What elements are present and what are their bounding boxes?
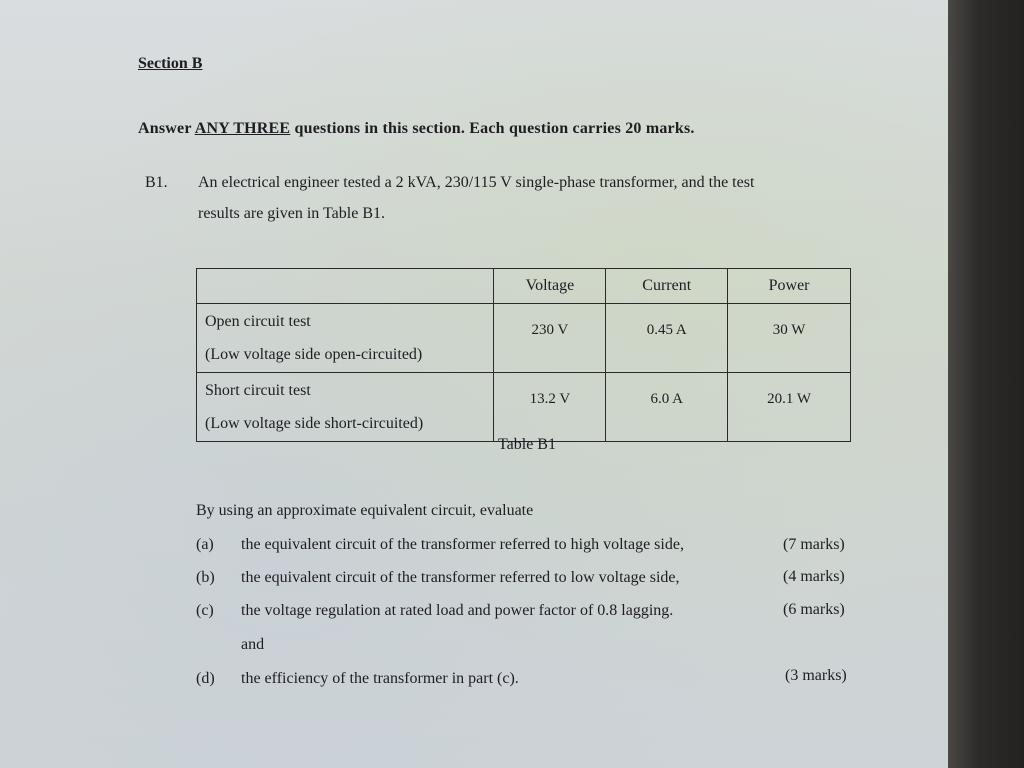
table-row [197,373,851,442]
part-c-text: the voltage regulation at rated load and power factor of 0.8 lagging. [241,602,674,619]
table-header-blank [197,269,494,304]
part-b-marks: (4 marks) [783,568,845,585]
part-c-label: (c) [196,602,214,619]
cell-current: 0.45 A [606,304,728,373]
cell-power: 20.1 W [728,373,851,442]
parts-connector: and [241,636,265,653]
desk-background [948,0,1024,768]
cell-power: 30 W [728,304,851,373]
part-a-marks: (7 marks) [783,536,845,553]
row-label-open-circuit [197,304,494,373]
instructions-emphasis: ANY THREE [194,120,291,137]
instructions [138,120,695,138]
section-title: Section B [138,55,203,72]
instructions-suffix: questions in this section. Each question carries 20 marks. [294,120,695,137]
table-header-row [197,269,851,304]
table-row [197,304,851,373]
table-caption: Table B1 [498,436,556,453]
row-label-line-2: (Low voltage side open-circuited) [205,346,423,363]
part-b-label: (b) [196,569,215,586]
row-label-line-1: Short circuit test [205,382,311,399]
table-header-power: Power [728,269,851,304]
part-d-label: (d) [196,670,215,687]
part-d-text: the efficiency of the transformer in part (c). [241,670,519,687]
part-a-text: the equivalent circuit of the transformer referred to high voltage side, [241,536,684,553]
cell-voltage: 13.2 V [494,373,606,442]
table-header-current: Current [606,269,728,304]
table-header-voltage: Voltage [494,269,606,304]
row-label-line-2: (Low voltage side short-circuited) [205,415,424,432]
cell-voltage: 230 V [494,304,606,373]
question-stem-line-2: results are given in Table B1. [198,205,385,222]
parts-lead: By using an approximate equivalent circuit, evaluate [196,502,534,519]
cell-current: 6.0 A [606,373,728,442]
row-label-short-circuit [197,373,494,442]
part-c-marks: (6 marks) [783,601,845,618]
row-label-line-1: Open circuit test [205,313,311,330]
test-results-table [196,268,851,433]
question-number: B1. [145,174,168,191]
part-d-marks: (3 marks) [785,667,847,684]
instructions-prefix: Answer [138,120,192,137]
question-stem-line-1: An electrical engineer tested a 2 kVA, 230/115 V single-phase transformer, and the test [198,174,755,191]
part-b-text: the equivalent circuit of the transformer referred to low voltage side, [241,569,680,586]
part-a-label: (a) [196,536,214,553]
